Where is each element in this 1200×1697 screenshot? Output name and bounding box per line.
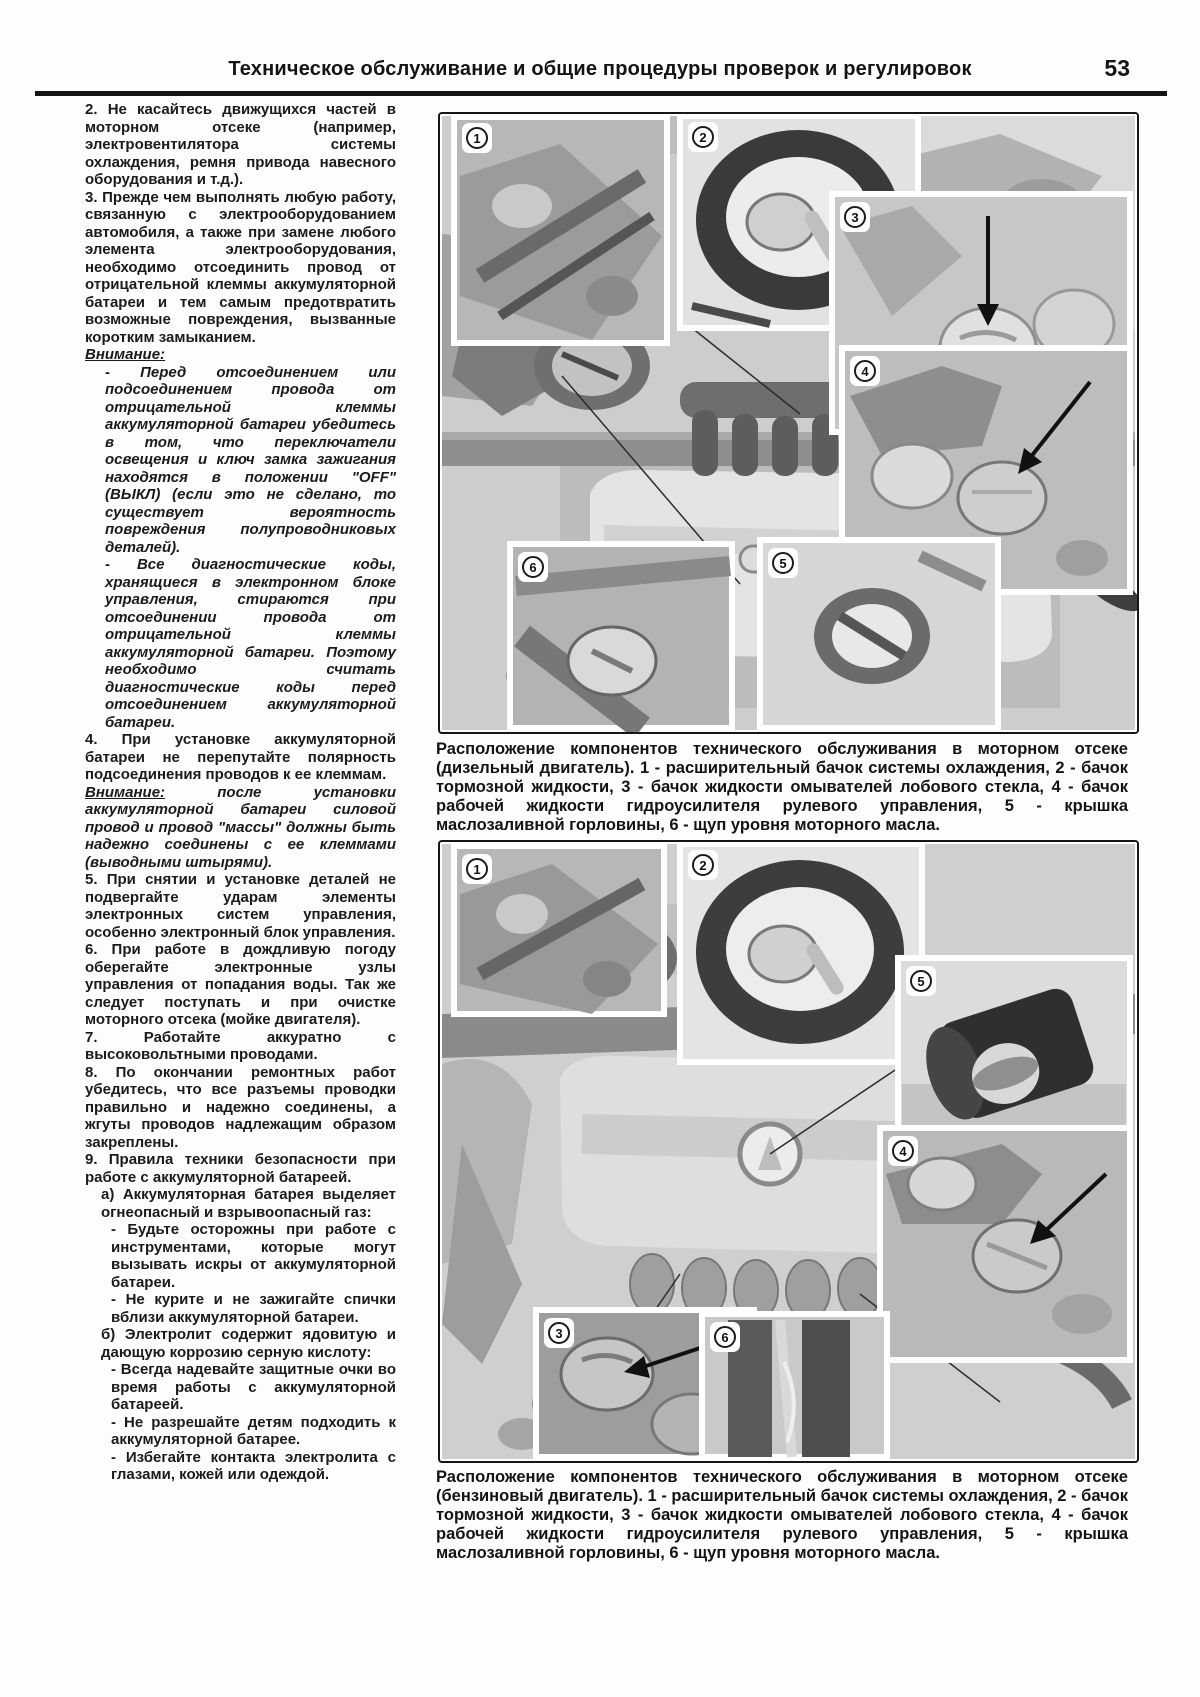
callout-5 (906, 966, 936, 996)
callout-number: 6 (522, 556, 544, 578)
paragraph: а) Аккумуляторная батарея выделяет огнеопасный и взрывоопасный газ: (101, 1186, 396, 1221)
paragraph: - Будьте осторожны при работе с инструментами, которые могут вызывать искры от аккумуляторной батареи. (111, 1221, 396, 1291)
figure-diesel-engine-bay (438, 112, 1139, 734)
callout-number: 5 (772, 552, 794, 574)
paragraph: 2. Не касайтесь движущихся частей в моторном отсеке (например, электровентилятора системы охлаждения, ремня привода навесного оборудования и т.д.). (85, 101, 396, 188)
figure-caption-petrol: Расположение компонентов технического обслуживания в моторном отсеке (бензиновый двигатель). 1 - расширительный бачок системы охлаждения, 2 - бачок тормозной жидкости, 3 - бачок жидкости омывателей лобового стекла, 4 - бачок рабочей жидкости гидроусилителя рулевого управления, 5 - крышка маслозаливной горловины, 6 - щуп уровня моторного масла. (436, 1468, 1128, 1562)
callout-4 (850, 356, 880, 386)
callout-number: 4 (892, 1140, 914, 1162)
callout-4 (888, 1136, 918, 1166)
callout-number: 3 (548, 1322, 570, 1344)
paragraph: - Всегда надевайте защитные очки во время работы с аккумуляторной батареей. (111, 1361, 396, 1413)
header-rule (35, 91, 1167, 96)
paragraph: 9. Правила техники безопасности при работе с аккумуляторной батареей. (85, 1151, 396, 1186)
paragraph: Внимание: после установки аккумуляторной батареи силовой провод и провод "массы" должны быть надежно соединены с ее клеммами (выводными штырями). (85, 783, 396, 871)
callout-5 (768, 548, 798, 578)
callout-2 (688, 850, 718, 880)
paragraph: - Не курите и не зажигайте спички вблизи аккумуляторной батареи. (111, 1291, 396, 1326)
callout-number: 2 (692, 126, 714, 148)
figure-callouts (440, 114, 1137, 732)
callout-number: 4 (854, 360, 876, 382)
paragraph: 3. Прежде чем выполнять любую работу, связанную с электрооборудованием автомобиля, а также при замене любого элемента электрооборудования, необходимо отсоединить провод от отрицательной клеммы аккумуляторной батареи и тем самым предотвратить возможные повреждения, вызванные коротким замыканием. (85, 188, 396, 346)
callout-2 (688, 122, 718, 152)
callout-6 (710, 1322, 740, 1352)
paragraph: 4. При установке аккумуляторной батареи не перепутайте полярность подсоединения проводов к ее клеммам. (85, 731, 396, 783)
paragraph: 8. По окончании ремонтных работ убедитесь, что все разъемы проводки правильно и надежно соединены, а жгуты проводов надлежащим образом закреплены. (85, 1063, 396, 1151)
callout-number: 5 (910, 970, 932, 992)
callout-3 (840, 202, 870, 232)
instructions-text-column (85, 101, 396, 1484)
paragraph: б) Электролит содержит ядовитую и дающую коррозию серную кислоту: (101, 1326, 396, 1361)
page-number: 53 (1104, 55, 1130, 81)
paragraph: - Все диагностические коды, хранящиеся в электронном блоке управления, стираются при отсоединении провода от отрицательной клеммы аккумуляторной батареи. Поэтому необходимо считать диагностические коды перед отсоединением аккумуляторной батареи. (105, 556, 396, 731)
paragraph: 6. При работе в дождливую погоду оберегайте электронные узлы управления от попадания воды. Так же следует поступать и при очистке моторного отсека (мойке двигателя). (85, 941, 396, 1028)
figure-callouts (440, 842, 1137, 1461)
paragraph: - Не разрешайте детям подходить к аккумуляторной батарее. (111, 1413, 396, 1448)
paragraph (85, 346, 396, 364)
callout-number: 6 (714, 1326, 736, 1348)
callout-1 (462, 123, 492, 153)
warning-label: Внимание: (85, 783, 166, 801)
paragraph: 5. При снятии и установке деталей не подвергайте ударам элементы электронных систем управления, особенно электронный блок управления. (85, 871, 396, 941)
callout-6 (518, 552, 548, 582)
figure-petrol-engine-bay (438, 840, 1139, 1463)
page-title: Техническое обслуживание и общие процедуры проверок и регулировок (228, 58, 972, 80)
warning-label: Внимание: (85, 346, 166, 363)
paragraph: - Избегайте контакта электролита с глазами, кожей или одеждой. (111, 1448, 396, 1483)
callout-3 (544, 1318, 574, 1348)
callout-number: 1 (466, 127, 488, 149)
callout-number: 2 (692, 854, 714, 876)
figure-caption-diesel: Расположение компонентов технического обслуживания в моторном отсеке (дизельный двигатель). 1 - расширительный бачок системы охлаждения, 2 - бачок тормозной жидкости, 3 - бачок жидкости омывателей лобового стекла, 4 - бачок рабочей жидкости гидроусилителя рулевого управления, 5 - крышка маслозаливной горловины, 6 - щуп уровня моторного масла. (436, 740, 1128, 834)
paragraph: - Перед отсоединением или подсоединением провода от отрицательной клеммы аккумуляторной батареи убедитесь в том, что переключатели освещения и ключ замка зажигания находятся в положении "OFF" (ВЫКЛ) (если это не сделано, то существует вероятность повреждения полупроводниковых деталей). (105, 363, 396, 556)
paragraph: 7. Работайте аккуратно с высоковольтными проводами. (85, 1028, 396, 1063)
callout-number: 1 (466, 858, 488, 880)
callout-number: 3 (844, 206, 866, 228)
callout-1 (462, 854, 492, 884)
